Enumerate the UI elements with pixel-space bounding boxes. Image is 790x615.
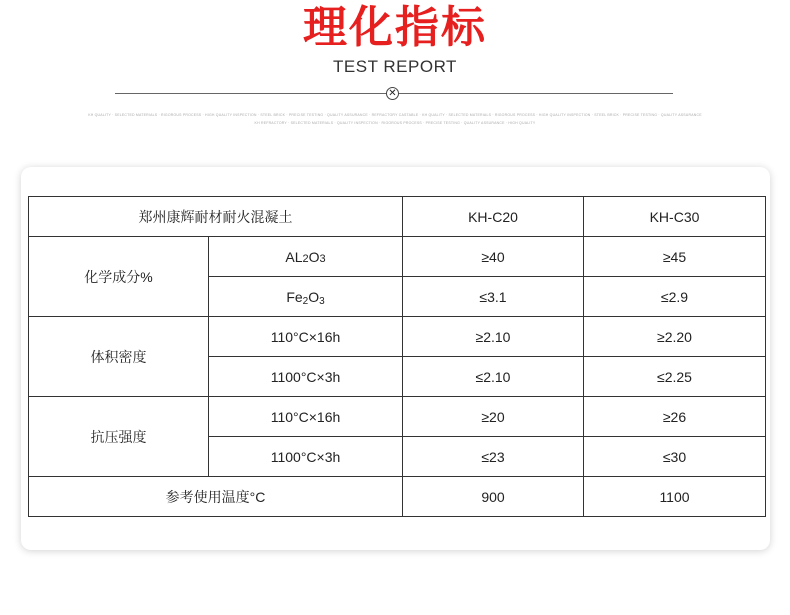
page-title: 理化指标 bbox=[303, 2, 487, 53]
cell-al2o3-c30: ≥45 bbox=[584, 237, 766, 277]
page-subtitle: TEST REPORT bbox=[333, 57, 457, 76]
formula-mid: O bbox=[308, 288, 320, 305]
footer-c20-cell: 900 bbox=[403, 477, 584, 517]
cell-fe2o3-label bbox=[209, 277, 403, 317]
cell-strength-c20-1: ≥20 bbox=[403, 397, 584, 437]
header-product-cell: 郑州康辉耐材耐火混凝土 bbox=[29, 197, 403, 237]
decorative-fineprint bbox=[60, 111, 730, 127]
formula-sub-1: 2 bbox=[302, 295, 309, 307]
footer-label-cell: 参考使用温度°C bbox=[29, 477, 403, 517]
fineprint-line-2: KH REFRACTORY · SELECTED MATERIALS · QUALITY INSPECTION · RIGOROUS PROCESS · PRECISE TESTING · QUALITY ASSURANCE · HIGH QUALITY bbox=[254, 121, 536, 125]
table-header-row bbox=[29, 197, 766, 237]
cell-density-c30-2: ≤2.25 bbox=[584, 357, 766, 397]
cell-density-c20-1: ≥2.10 bbox=[403, 317, 584, 357]
cell-al2o3-label bbox=[209, 237, 403, 277]
table-row bbox=[29, 317, 766, 357]
formula-mid: O bbox=[308, 248, 320, 265]
cell-density-c30-1: ≥2.20 bbox=[584, 317, 766, 357]
cell-al2o3-c20: ≥40 bbox=[403, 237, 584, 277]
formula-sub-2: 3 bbox=[319, 295, 325, 307]
cell-strength-cond-1: 110°C×16h bbox=[209, 397, 403, 437]
table-footer-row bbox=[29, 477, 766, 517]
group-label-chemical: 化学成分% bbox=[29, 237, 209, 317]
formula-base: Fe bbox=[286, 288, 303, 305]
table-row bbox=[29, 237, 766, 277]
cell-fe2o3-c20: ≤3.1 bbox=[403, 277, 584, 317]
spec-table bbox=[28, 196, 766, 517]
formula-base: AL bbox=[285, 248, 303, 265]
footer-c30-cell: 1100 bbox=[584, 477, 766, 517]
cell-fe2o3-c30: ≤2.9 bbox=[584, 277, 766, 317]
fineprint-line-1: KH QUALITY · SELECTED MATERIALS · RIGOROUS PROCESS · HIGH QUALITY INSPECTION · STEEL BRICK · PRECISE TESTING · QUALITY ASSURANCE · REFRACTORY CASTABLE · KH QUALITY · SELECTED MATERIALS · RIGOROUS PROCESS · HIGH QUALITY INSPECTION · STEEL BRICK · PRECISE TESTING · QUALITY ASSURANCE bbox=[88, 113, 702, 117]
cell-strength-c30-1: ≥26 bbox=[584, 397, 766, 437]
formula-sub-1: 2 bbox=[302, 252, 309, 265]
cell-strength-c20-2: ≤23 bbox=[403, 437, 584, 477]
formula-sub-2: 3 bbox=[319, 252, 326, 265]
group-label-strength: 抗压强度 bbox=[29, 397, 209, 477]
header-kh-c20-cell: KH-C20 bbox=[403, 197, 584, 237]
divider-x-icon: ✕ bbox=[386, 87, 399, 100]
cell-strength-cond-2: 1100°C×3h bbox=[209, 437, 403, 477]
cell-density-cond-2: 1100°C×3h bbox=[209, 357, 403, 397]
header-kh-c30-cell: KH-C30 bbox=[584, 197, 766, 237]
group-label-density: 体积密度 bbox=[29, 317, 209, 397]
table-row bbox=[29, 397, 766, 437]
cell-strength-c30-2: ≤30 bbox=[584, 437, 766, 477]
cell-density-cond-1: 110°C×16h bbox=[209, 317, 403, 357]
cell-density-c20-2: ≤2.10 bbox=[403, 357, 584, 397]
